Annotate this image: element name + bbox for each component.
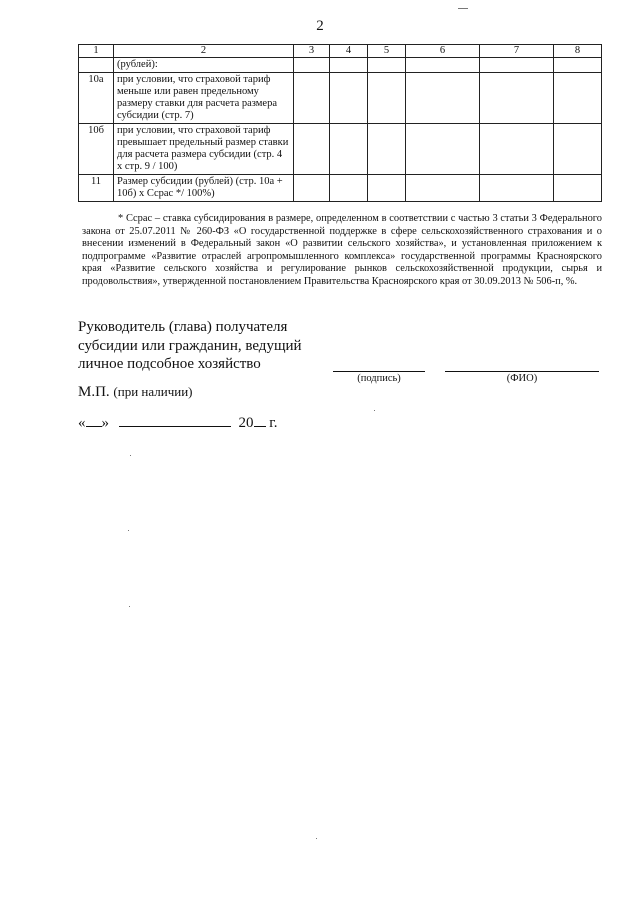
column-header: 1 bbox=[79, 45, 114, 58]
scan-speck bbox=[458, 8, 468, 9]
table-cell bbox=[330, 124, 368, 175]
table-cell bbox=[330, 73, 368, 124]
signatory-line: субсидии или гражданин, ведущий bbox=[78, 337, 302, 354]
table-cell bbox=[368, 124, 406, 175]
table-cell bbox=[406, 124, 480, 175]
scan-speck bbox=[130, 455, 131, 456]
signatory-title bbox=[78, 318, 328, 374]
date-field bbox=[78, 412, 277, 432]
column-header: 7 bbox=[480, 45, 554, 58]
signatory-line: Руководитель (глава) получателя bbox=[78, 319, 288, 335]
table-cell bbox=[368, 175, 406, 202]
scan-speck bbox=[128, 530, 129, 531]
year-blank bbox=[254, 412, 266, 427]
table-cell bbox=[330, 58, 368, 73]
table-cell bbox=[406, 58, 480, 73]
subsidy-table bbox=[78, 44, 602, 202]
stamp-label: М.П. bbox=[78, 384, 110, 400]
row-number bbox=[79, 58, 114, 73]
table-cell bbox=[480, 73, 554, 124]
table-cell bbox=[406, 175, 480, 202]
table-cell bbox=[368, 58, 406, 73]
year-prefix: 20 bbox=[238, 415, 254, 431]
stamp-place bbox=[78, 384, 192, 401]
table-header-row bbox=[79, 45, 602, 58]
day-blank bbox=[86, 412, 102, 427]
row-description: при условии, что страховой тариф превышает предельный размер ставки для расчета размера субсидии (стр. 4 х стр. 9 / 100) bbox=[114, 124, 294, 175]
row-description: Размер субсидии (рублей) (стр. 10а + 10б) х Ссрас */ 100%) bbox=[114, 175, 294, 202]
table-cell bbox=[294, 124, 330, 175]
table-cell bbox=[330, 175, 368, 202]
name-label: (ФИО) bbox=[506, 373, 538, 384]
table-cell bbox=[480, 58, 554, 73]
table-cell bbox=[294, 175, 330, 202]
table-cell bbox=[368, 73, 406, 124]
column-header: 2 bbox=[114, 45, 294, 58]
signature-line bbox=[333, 371, 425, 372]
row-number: 11 bbox=[79, 175, 114, 202]
column-header: 3 bbox=[294, 45, 330, 58]
signature-label: (подпись) bbox=[357, 373, 401, 384]
footnote bbox=[82, 213, 602, 289]
column-header: 8 bbox=[554, 45, 602, 58]
footnote-text: * Ссрас – ставка субсидирования в размере, определенном в соответствии с частью 3 статьи 3 Федерального закона от 25.07.2011 № 260-ФЗ «О государственной поддержке в сфере сельскохозяйственного страхования и о внесении изменений в Федеральный закон «О развитии сельского хозяйства», и установленная приложением к подпрограмме «Развитие отраслей агропромышленного комплекса» государственной программы Красноярского края «Развитие сельского хозяйства и регулирование рынков сельскохозяйственной продукции, сырья и продовольствия», утвержденной постановлением Правительства Красноярского края от 30.09.2013 № 506-п, %. bbox=[82, 213, 602, 287]
table-cell bbox=[554, 58, 602, 73]
table-cell bbox=[294, 58, 330, 73]
page-number: 2 bbox=[316, 18, 324, 34]
month-blank bbox=[119, 412, 231, 427]
column-header: 6 bbox=[406, 45, 480, 58]
name-line bbox=[445, 371, 599, 372]
table-row bbox=[79, 58, 602, 73]
date-open-quote: « bbox=[78, 415, 86, 431]
table-cell bbox=[406, 73, 480, 124]
table-row bbox=[79, 124, 602, 175]
year-suffix: г. bbox=[269, 415, 278, 431]
scan-speck bbox=[374, 410, 375, 411]
table-cell bbox=[480, 175, 554, 202]
row-number: 10б bbox=[79, 124, 114, 175]
row-description: при условии, что страховой тариф меньше или равен предельному размеру ставки для расчета размера субсидии (стр. 7) bbox=[114, 73, 294, 124]
table-cell bbox=[480, 124, 554, 175]
table-row bbox=[79, 73, 602, 124]
row-description: (рублей): bbox=[114, 58, 294, 73]
signatory-line: личное подсобное хозяйство bbox=[78, 356, 261, 372]
table-cell bbox=[554, 73, 602, 124]
column-header: 5 bbox=[368, 45, 406, 58]
date-close-quote: » bbox=[101, 415, 109, 431]
table-cell bbox=[554, 175, 602, 202]
scan-speck bbox=[316, 838, 317, 839]
stamp-note: (при наличии) bbox=[113, 384, 193, 399]
table-cell bbox=[554, 124, 602, 175]
column-header: 4 bbox=[330, 45, 368, 58]
row-number: 10а bbox=[79, 73, 114, 124]
table-cell bbox=[294, 73, 330, 124]
table-row bbox=[79, 175, 602, 202]
scan-speck bbox=[129, 606, 130, 607]
